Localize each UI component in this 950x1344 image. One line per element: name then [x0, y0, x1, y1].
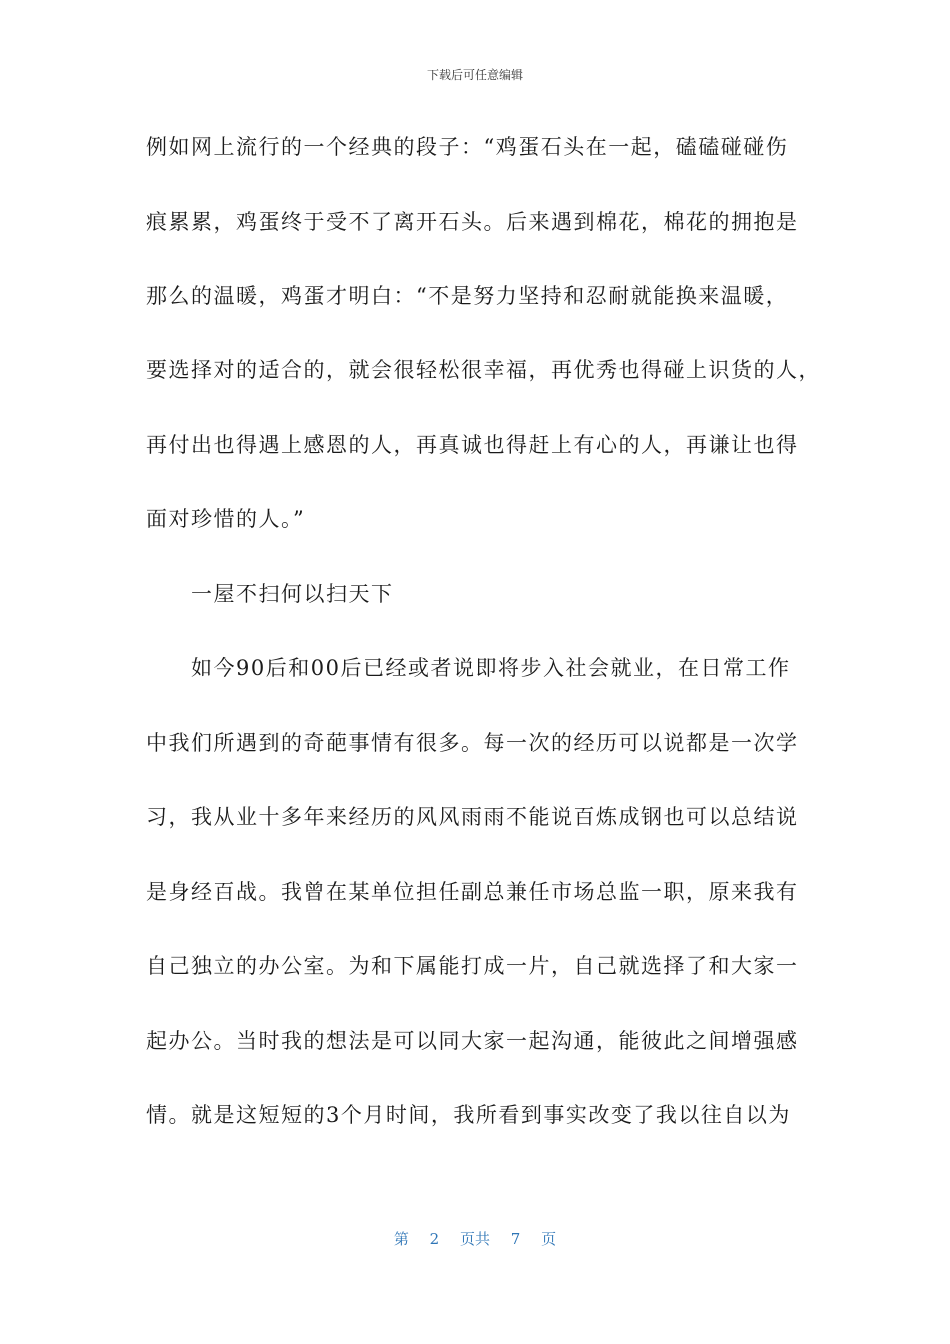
body-line: 例如网上流行的一个经典的段子：“鸡蛋石头在一起，磕磕碰碰伤: [146, 135, 789, 159]
body-line: 自己独立的办公室。为和下属能打成一片，自己就选择了和大家一: [146, 954, 799, 978]
body-line: 面对珍惜的人。”: [146, 507, 306, 531]
total-pages-number: 7: [510, 1230, 521, 1248]
body-line: 情。就是这短短的3个月时间，我所看到事实改变了我以往自以为: [146, 1103, 791, 1127]
body-line: 如今90后和00后已经或者说即将步入社会就业，在日常工作: [146, 656, 791, 680]
section-heading: 一屋不扫何以扫天下: [146, 582, 394, 606]
body-line: 痕累累，鸡蛋终于受不了离开石头。后来遇到棉花，棉花的拥抱是: [146, 210, 799, 234]
header-note: 下载后可任意编辑: [426, 68, 523, 82]
body-line: 再付出也得遇上感恩的人，再真诚也得赶上有心的人，再谦让也得: [146, 433, 799, 457]
body-line: 习，我从业十多年来经历的风风雨雨不能说百炼成钢也可以总结说: [146, 805, 799, 829]
body-line: 是身经百战。我曾在某单位担任副总兼任市场总监一职，原来我有: [146, 880, 799, 904]
current-page-number: 2: [429, 1230, 440, 1248]
page-footer: [0, 1228, 950, 1249]
body-line: 要选择对的适合的，就会很轻松很幸福，再优秀也得碰上识货的人，: [146, 358, 821, 382]
body-line: 那么的温暖，鸡蛋才明白：“不是努力坚持和忍耐就能换来温暖，: [146, 284, 789, 308]
body-line: 起办公。当时我的想法是可以同大家一起沟通，能彼此之间增强感: [146, 1029, 799, 1053]
page-label-suffix: 页: [541, 1230, 557, 1248]
body-line: 中我们所遇到的奇葩事情有很多。每一次的经历可以说都是一次学: [146, 731, 799, 755]
page-label-middle: 页共: [459, 1230, 490, 1248]
page-label-prefix: 第: [393, 1230, 409, 1248]
